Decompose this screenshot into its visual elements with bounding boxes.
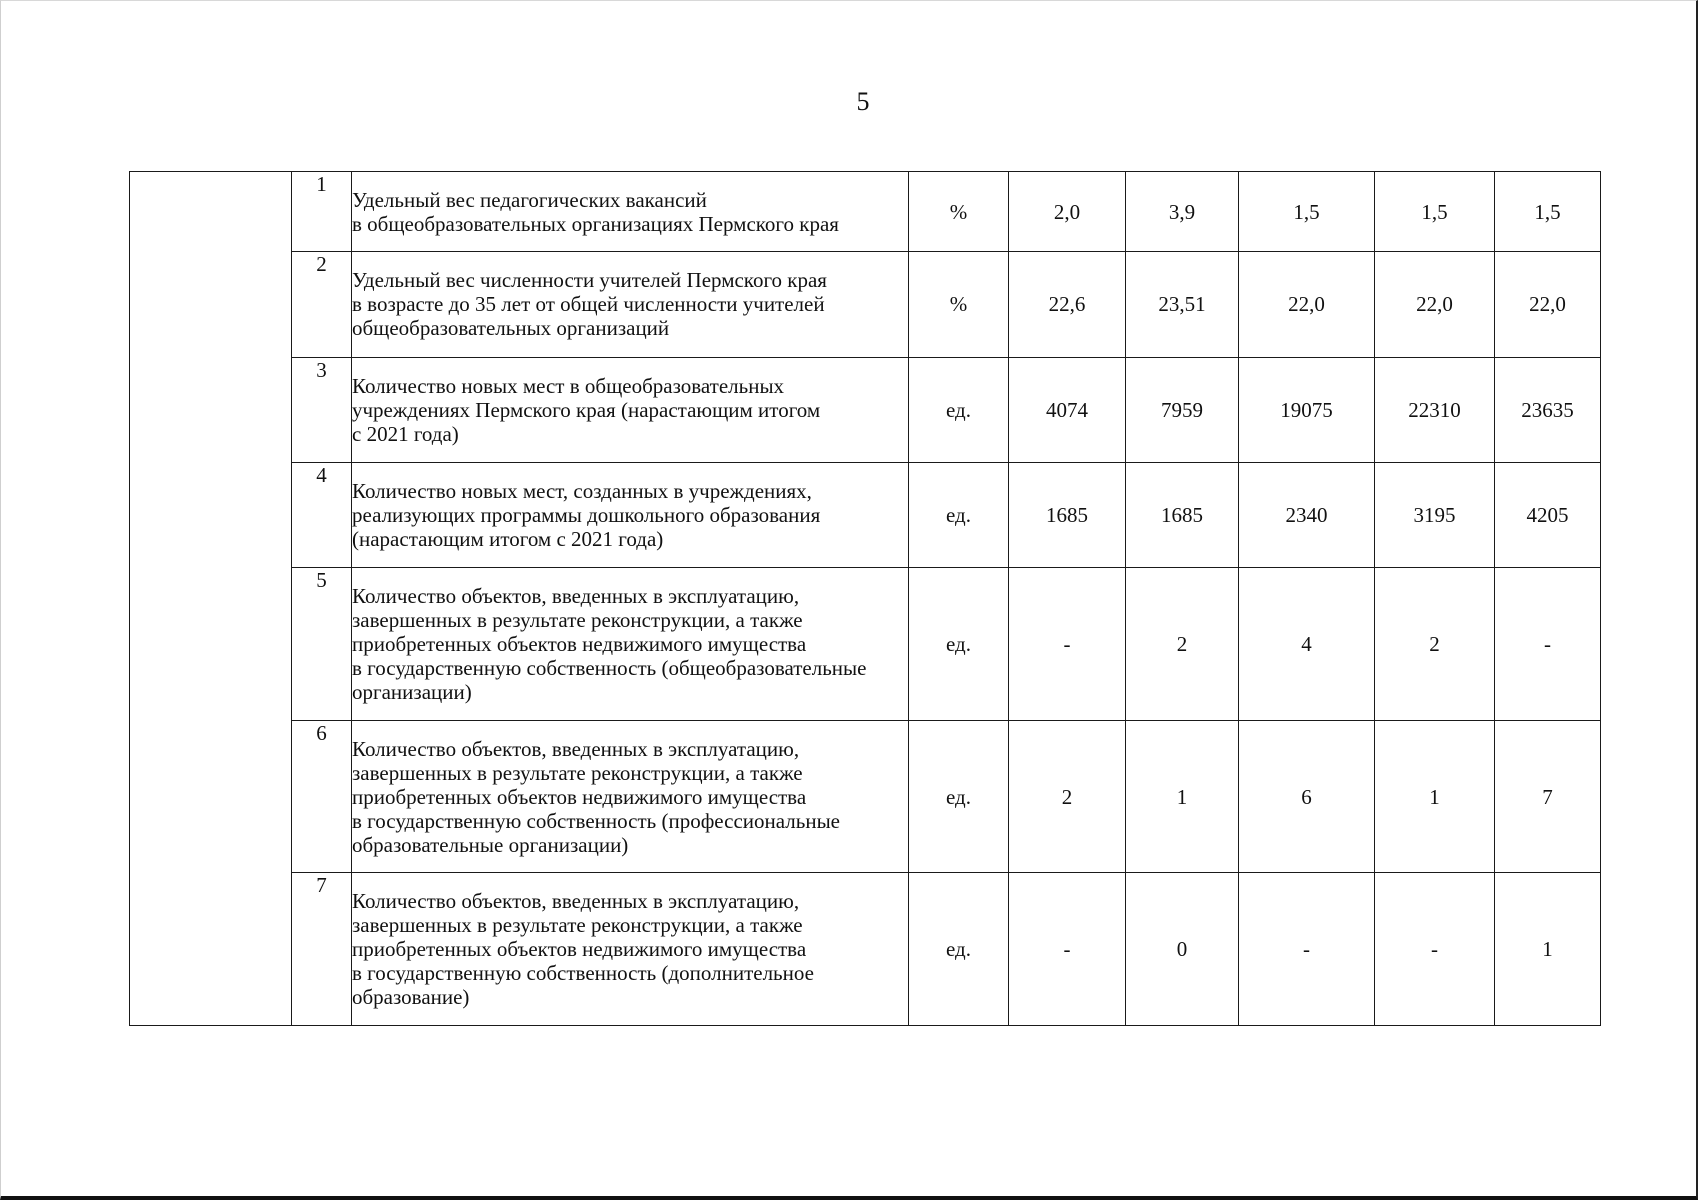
value-cell-5: 7	[1495, 720, 1601, 873]
value-cell-2: 2	[1126, 568, 1239, 721]
value-cell-3: 1,5	[1239, 172, 1375, 252]
value-cell-3: 4	[1239, 568, 1375, 721]
page-number: 5	[856, 87, 870, 116]
table-row	[130, 568, 1601, 721]
unit-cell: ед.	[909, 720, 1009, 873]
indicator-name-line: общеобразовательных организаций	[352, 316, 670, 341]
value-cell-5: 1,5	[1495, 172, 1601, 252]
indicator-name-line: Количество объектов, введенных в эксплуатацию,	[352, 584, 800, 609]
unit-cell: ед.	[909, 357, 1009, 462]
row-number: 7	[292, 873, 352, 1026]
indicator-name-line: Удельный вес численности учителей Пермского края	[352, 268, 827, 293]
value-cell-3: 22,0	[1239, 252, 1375, 357]
value-cell-1: 22,6	[1009, 252, 1126, 357]
value-cell-5: 1	[1495, 873, 1601, 1026]
row-number: 6	[292, 720, 352, 873]
value-cell-4: -	[1375, 873, 1495, 1026]
value-cell-1: -	[1009, 568, 1126, 721]
indicator-name-line: образовательные организации)	[352, 832, 629, 857]
value-cell-1: 2	[1009, 720, 1126, 873]
value-cell-3: 6	[1239, 720, 1375, 873]
value-cell-5: -	[1495, 568, 1601, 721]
value-cell-3: -	[1239, 873, 1375, 1026]
table-row	[130, 720, 1601, 873]
unit-cell: ед.	[909, 463, 1009, 568]
row-number: 4	[292, 463, 352, 568]
table-row	[130, 172, 1601, 252]
indicator-name-line: в государственную собственность (общеобразовательные	[352, 656, 867, 681]
indicator-name-line: с 2021 года)	[352, 421, 459, 446]
indicator-name-line: в государственную собственность (профессиональные	[352, 808, 841, 833]
value-cell-5: 23635	[1495, 357, 1601, 462]
table-row	[130, 873, 1601, 1026]
indicator-name-line: в общеобразовательных организациях Пермского края	[352, 211, 839, 236]
table-row	[130, 357, 1601, 462]
indicator-name-line: приобретенных объектов недвижимого имущества	[352, 632, 807, 657]
indicators-table	[129, 171, 1601, 1026]
indicator-name	[352, 357, 909, 462]
indicator-name	[352, 873, 909, 1026]
value-cell-4: 22,0	[1375, 252, 1495, 357]
indicator-name-line: организации)	[352, 680, 472, 705]
indicator-name	[352, 720, 909, 873]
unit-cell: ед.	[909, 568, 1009, 721]
value-cell-2: 7959	[1126, 357, 1239, 462]
value-cell-4: 1,5	[1375, 172, 1495, 252]
value-cell-4: 1	[1375, 720, 1495, 873]
value-cell-2: 0	[1126, 873, 1239, 1026]
indicator-name-line: Количество объектов, введенных в эксплуатацию,	[352, 889, 800, 914]
unit-cell: ед.	[909, 873, 1009, 1026]
indicator-name-line: Количество объектов, введенных в эксплуатацию,	[352, 736, 800, 761]
indicator-name-line: завершенных в результате реконструкции, а также	[352, 913, 803, 938]
indicator-name-line: Количество новых мест, созданных в учреждениях,	[352, 479, 812, 504]
table-row	[130, 252, 1601, 357]
value-cell-3: 2340	[1239, 463, 1375, 568]
value-cell-5: 22,0	[1495, 252, 1601, 357]
indicator-name-line: Количество новых мест в общеобразовательных	[352, 373, 785, 398]
row-number: 2	[292, 252, 352, 357]
indicator-name	[352, 172, 909, 252]
indicator-name-line: (нарастающим итогом с 2021 года)	[352, 527, 664, 552]
value-cell-5: 4205	[1495, 463, 1601, 568]
table-body	[130, 172, 1601, 1026]
value-cell-4: 3195	[1375, 463, 1495, 568]
unit-cell: %	[909, 172, 1009, 252]
blank-left-column	[130, 172, 292, 1026]
value-cell-1: -	[1009, 873, 1126, 1026]
value-cell-2: 3,9	[1126, 172, 1239, 252]
row-number: 5	[292, 568, 352, 721]
indicator-name-line: в государственную собственность (дополнительное	[352, 961, 814, 986]
indicator-name-line: приобретенных объектов недвижимого имущества	[352, 784, 807, 809]
value-cell-4: 2	[1375, 568, 1495, 721]
indicator-name-line: образование)	[352, 985, 470, 1010]
indicator-name-line: завершенных в результате реконструкции, а также	[352, 608, 803, 633]
unit-cell: %	[909, 252, 1009, 357]
row-number: 1	[292, 172, 352, 252]
row-number: 3	[292, 357, 352, 462]
indicator-name-line: реализующих программы дошкольного образования	[352, 503, 821, 528]
indicator-name	[352, 568, 909, 721]
indicator-name-line: приобретенных объектов недвижимого имущества	[352, 937, 807, 962]
value-cell-1: 2,0	[1009, 172, 1126, 252]
value-cell-2: 1685	[1126, 463, 1239, 568]
indicator-name	[352, 252, 909, 357]
indicator-name-line: учреждениях Пермского края (нарастающим итогом	[352, 397, 821, 422]
value-cell-2: 23,51	[1126, 252, 1239, 357]
indicator-name-line: завершенных в результате реконструкции, а также	[352, 760, 803, 785]
value-cell-1: 1685	[1009, 463, 1126, 568]
value-cell-1: 4074	[1009, 357, 1126, 462]
table-row	[130, 463, 1601, 568]
indicator-name-line: Удельный вес педагогических вакансий	[352, 187, 707, 212]
value-cell-3: 19075	[1239, 357, 1375, 462]
value-cell-4: 22310	[1375, 357, 1495, 462]
indicator-name-line: в возрасте до 35 лет от общей численности учителей	[352, 292, 825, 317]
indicator-name	[352, 463, 909, 568]
value-cell-2: 1	[1126, 720, 1239, 873]
